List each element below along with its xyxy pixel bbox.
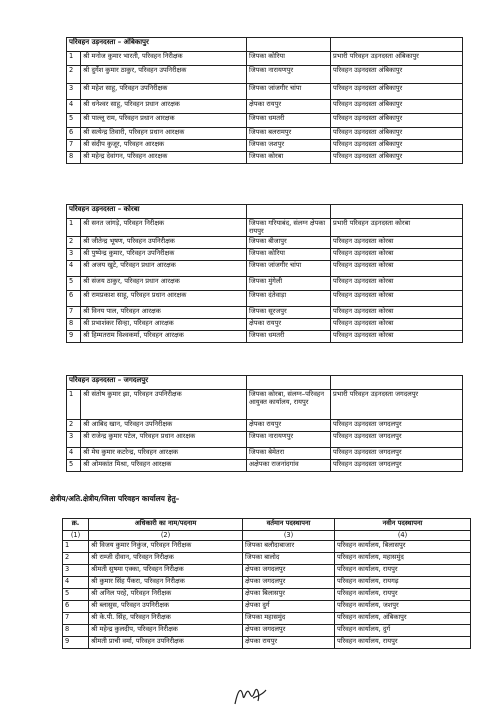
row-number: 4 (67, 448, 81, 460)
new-posting: परिवहन उड़नदस्ता कोरबा (331, 291, 463, 307)
current-posting: क्षेपका जगदलपुर (243, 625, 335, 637)
current-posting: जिपका जांजगीर चांपा (247, 261, 331, 277)
row-number: 3 (63, 565, 89, 577)
officer-name: श्री आबिद खान, परिवहन उपनिरीक्षक (81, 420, 247, 432)
row-number: 9 (63, 637, 89, 649)
officer-name: श्री महेश साहू, परिवहन उपनिरीक्षक (81, 84, 247, 100)
new-posting: परिवहन उड़नदस्ता कोरबा (331, 319, 463, 331)
table-row (67, 128, 463, 140)
col-number: (3) (243, 531, 335, 541)
new-posting: परिवहन उड़नदस्ता जगदलपुर (331, 448, 463, 460)
row-number: 3 (67, 432, 81, 448)
table-row (63, 601, 471, 613)
new-posting: परिवहन कार्यालय, रायगढ़ (335, 577, 471, 589)
current-posting: जिपका नारायणपुर (247, 432, 331, 448)
officer-name: श्री मनोज कुमार भारती, परिवहन निरीक्षक (81, 52, 247, 66)
officer-name: श्री ब्लासुस, परिवहन उपनिरीक्षक (89, 601, 243, 613)
table-row (63, 577, 471, 589)
row-number: 1 (67, 219, 81, 237)
new-posting: परिवहन उड़नदस्ता कोरबा (331, 249, 463, 261)
officer-name: श्री अनिल परहे, परिवहन निरीक्षक (89, 589, 243, 601)
new-posting: परिवहन कार्यालय, दुर्ग (335, 625, 471, 637)
new-posting: परिवहन उड़नदस्ता अंबिकापुर (331, 100, 463, 114)
current-posting: जिपका कोरबा (247, 152, 331, 164)
row-number: 5 (63, 589, 89, 601)
header-new: नवीन पदस्थापना (335, 519, 471, 531)
table-row (67, 420, 463, 432)
table-row (63, 589, 471, 601)
table-row (67, 460, 463, 472)
table-row (67, 249, 463, 261)
officer-name: श्री मेघ कुमार कटरेन्द्र, परिवहन आरक्षक (81, 448, 247, 460)
row-number: 3 (67, 249, 81, 261)
row-number: 8 (63, 625, 89, 637)
officer-name: श्री संजय ठाकुर, परिवहन प्रधान आरक्षक (81, 277, 247, 291)
new-posting: परिवहन उड़नदस्ता जगदलपुर (331, 460, 463, 472)
current-posting: जिपका गरियाबंद, संलग्न क्षेपका रायपुर (247, 219, 331, 237)
row-number: 2 (67, 237, 81, 249)
officer-name: श्री राजेन्द्र कुमार पटेल, परिवहन प्रधान आरक्षक (81, 432, 247, 448)
table-row (63, 565, 471, 577)
current-posting: जिपका नारायणपुर (247, 66, 331, 84)
table-korba (66, 204, 463, 343)
table-row (67, 291, 463, 307)
col-number: (4) (335, 531, 471, 541)
col-number: (2) (89, 531, 243, 541)
table-row (67, 237, 463, 249)
current-posting: जिपका बलरामपुर (247, 128, 331, 140)
row-number: 7 (67, 307, 81, 319)
current-posting: क्षेपका रायपुर (247, 420, 331, 432)
row-number: 1 (63, 541, 89, 553)
new-posting: परिवहन उड़नदस्ता जगदलपुर (331, 432, 463, 448)
table-row (67, 114, 463, 128)
new-posting: परिवहन कार्यालय, जशपुर (335, 601, 471, 613)
officer-name: श्री प्रभाशंकर सिन्हा, परिवहन आरक्षक (81, 319, 247, 331)
row-number: 6 (67, 291, 81, 307)
current-posting: जिपका सूरजपुर (247, 307, 331, 319)
officer-name: श्रीमती प्राची वर्मा, परिवहन उपनिरीक्षक (89, 637, 243, 649)
new-posting: परिवहन उड़नदस्ता कोरबा (331, 277, 463, 291)
row-number: 1 (67, 52, 81, 66)
row-number: 5 (67, 460, 81, 472)
officer-name: श्री के.पी. सिंह, परिवहन निरीक्षक (89, 613, 243, 625)
section-title: परिवहन उड़नदस्ता – कोरबा (67, 205, 247, 219)
new-posting: परिवहन कार्यालय, बिलासपुर (335, 541, 471, 553)
row-number: 8 (67, 319, 81, 331)
table-row (67, 219, 463, 237)
row-number: 6 (67, 128, 81, 140)
table-row (67, 448, 463, 460)
current-posting: जिपका जशपुर (247, 140, 331, 152)
table-row (63, 625, 471, 637)
current-posting: जिपका बेमेतरा (247, 448, 331, 460)
table-row (63, 613, 471, 625)
officer-name: श्री अजय खुटे, परिवहन प्रधान आरक्षक (81, 261, 247, 277)
current-posting: क्षेपका जगदलपुर (243, 565, 335, 577)
col-number: (1) (63, 531, 89, 541)
table-ambikapur (66, 37, 463, 164)
current-posting: क्षेपका जगदलपुर (243, 577, 335, 589)
table-row (63, 637, 471, 649)
new-posting: परिवहन उड़नदस्ता अंबिकापुर (331, 114, 463, 128)
signature-mark (232, 682, 268, 708)
new-posting: परिवहन उड़नदस्ता अंबिकापुर (331, 66, 463, 84)
row-number: 7 (67, 140, 81, 152)
current-posting: क्षेपका बिलासपुर (243, 589, 335, 601)
officer-name: श्री विजय कुमार निकुंज, परिवहन निरीक्षक (89, 541, 243, 553)
new-posting: प्रभारी परिवहन उड़नदस्ता अंबिकापुर (331, 52, 463, 66)
officer-name: श्री सत्येन्द्र तिवारी, परिवहन प्रधान आरक्षक (81, 128, 247, 140)
table-row (67, 66, 463, 84)
new-posting: परिवहन उड़नदस्ता कोरबा (331, 331, 463, 343)
new-posting: परिवहन उड़नदस्ता अंबिकापुर (331, 84, 463, 100)
row-number: 5 (67, 114, 81, 128)
table-row (67, 140, 463, 152)
new-posting: परिवहन उड़नदस्ता कोरबा (331, 237, 463, 249)
current-posting: जिपका बालोद (243, 553, 335, 565)
officer-name: श्री रामप्रकाश साहू, परिवहन प्रधान आरक्षक (81, 291, 247, 307)
current-posting: जिपका मुंगेली (247, 277, 331, 291)
table-row (63, 541, 471, 553)
new-posting: परिवहन कार्यालय, रायपुर (335, 565, 471, 577)
row-number: 6 (63, 601, 89, 613)
table-row (63, 553, 471, 565)
row-number: 8 (67, 152, 81, 164)
current-posting: क्षेपका रायपुर (247, 319, 331, 331)
table-regional-offices (62, 518, 471, 649)
current-posting: जिपका धमतरी (247, 331, 331, 343)
current-posting: क्षेपका दुर्ग (243, 601, 335, 613)
officer-name: श्री पाल्लू राम, परिवहन प्रधान आरक्षक (81, 114, 247, 128)
new-posting: प्रभारी परिवहन उड़नदस्ता जगदलपुर (331, 390, 463, 420)
new-posting: परिवहन कार्यालय, रायपुर (335, 637, 471, 649)
header-name: अधिकारी का नाम/पदनाम (89, 519, 243, 531)
new-posting: परिवहन उड़नदस्ता अंबिकापुर (331, 152, 463, 164)
new-posting: परिवहन उड़नदस्ता जगदलपुर (331, 420, 463, 432)
header-sno: क्र. (63, 519, 89, 531)
officer-name: श्री हिम्मतराम विश्वकर्मा, परिवहन आरक्षक (81, 331, 247, 343)
table-row (67, 84, 463, 100)
current-posting: अक्षेपका राजनांदगांव (247, 460, 331, 472)
table-row (67, 307, 463, 319)
current-posting: जिपका कोरिया (247, 249, 331, 261)
officer-name: श्री संतोष कुमार झा, परिवहन उपनिरीक्षक (81, 390, 247, 420)
table-row (67, 152, 463, 164)
table-row (67, 261, 463, 277)
row-number: 9 (67, 331, 81, 343)
officer-name: श्री विनय पाल, परिवहन आरक्षक (81, 307, 247, 319)
table-row (67, 331, 463, 343)
section-heading-offices: क्षेत्रीय/अति.क्षेत्रीय/जिला परिवहन कार्यालय हेतु– (50, 494, 180, 503)
new-posting: परिवहन उड़नदस्ता अंबिकापुर (331, 128, 463, 140)
current-posting: क्षेपका रायपुर (247, 100, 331, 114)
row-number: 7 (63, 613, 89, 625)
new-posting: परिवहन उड़नदस्ता कोरबा (331, 261, 463, 277)
table-row (67, 432, 463, 448)
row-number: 4 (67, 261, 81, 277)
officer-name: श्री ओमकांत मिश्रा, परिवहन आरक्षक (81, 460, 247, 472)
new-posting: परिवहन उड़नदस्ता अंबिकापुर (331, 140, 463, 152)
row-number: 1 (67, 390, 81, 420)
row-number: 4 (63, 577, 89, 589)
section-title: परिवहन उड़नदस्ता – जगदलपुर (67, 376, 247, 390)
current-posting: जिपका दंतेवाड़ा (247, 291, 331, 307)
new-posting: परिवहन कार्यालय, महासमुंद (335, 553, 471, 565)
officer-name: श्री सनत जांगड़े, परिवहन निरीक्षक (81, 219, 247, 237)
officer-name: श्री महेन्द्र कुलदीप, परिवहन निरीक्षक (89, 625, 243, 637)
current-posting: जिपका कोरिया (247, 52, 331, 66)
officer-name: श्री कुमार सिंह पैंकरा, परिवहन निरीक्षक (89, 577, 243, 589)
current-posting: जिपका कोरबा, संलग्न–परिवहन आयुक्त कार्यालय, रायपुर (247, 390, 331, 420)
table-row (67, 52, 463, 66)
section-title: परिवहन उड़नदस्ता – अंबिकापुर (67, 38, 247, 52)
officer-name: श्री पुष्पेन्द्र कुमार, परिवहन उपनिरीक्षक (81, 249, 247, 261)
table-row (67, 277, 463, 291)
table-jagdalpur (66, 375, 463, 472)
row-number: 5 (67, 277, 81, 291)
current-posting: जिपका महासमुंद (243, 613, 335, 625)
header-current: वर्तमान पदस्थापना (243, 519, 335, 531)
current-posting: जिपका बलौदाबाजार (243, 541, 335, 553)
table-row (67, 390, 463, 420)
table-row (67, 319, 463, 331)
officer-name: श्री राम्जी दीवान, परिवहन निरीक्षक (89, 553, 243, 565)
new-posting: प्रभारी परिवहन उड़नदस्ता कोरबा (331, 219, 463, 237)
row-number: 2 (67, 66, 81, 84)
new-posting: परिवहन उड़नदस्ता कोरबा (331, 307, 463, 319)
current-posting: जिपका बीजापुर (247, 237, 331, 249)
row-number: 4 (67, 100, 81, 114)
current-posting: जिपका धमतरी (247, 114, 331, 128)
new-posting: परिवहन कार्यालय, रायपुर (335, 589, 471, 601)
row-number: 2 (63, 553, 89, 565)
officer-name: श्रीमती सुषमा एक्का, परिवहन निरीक्षक (89, 565, 243, 577)
officer-name: श्री जीतेन्द्र भूषण, परिवहन उपनिरीक्षक (81, 237, 247, 249)
officer-name: श्री दुर्गेश कुमार ठाकुर, परिवहन उपनिरीक्षक (81, 66, 247, 84)
officer-name: श्री महेन्द्र देवांगन, परिवहन आरक्षक (81, 152, 247, 164)
row-number: 2 (67, 420, 81, 432)
officer-name: श्री धनेश्वर साहू, परिवहन प्रधान आरक्षक (81, 100, 247, 114)
current-posting: जिपका जांजगीर चांपा (247, 84, 331, 100)
new-posting: परिवहन कार्यालय, अंबिकापुर (335, 613, 471, 625)
row-number: 3 (67, 84, 81, 100)
officer-name: श्री संदीप कुजूर, परिवहन आरक्षक (81, 140, 247, 152)
table-row (67, 100, 463, 114)
current-posting: क्षेपका रायपुर (243, 637, 335, 649)
